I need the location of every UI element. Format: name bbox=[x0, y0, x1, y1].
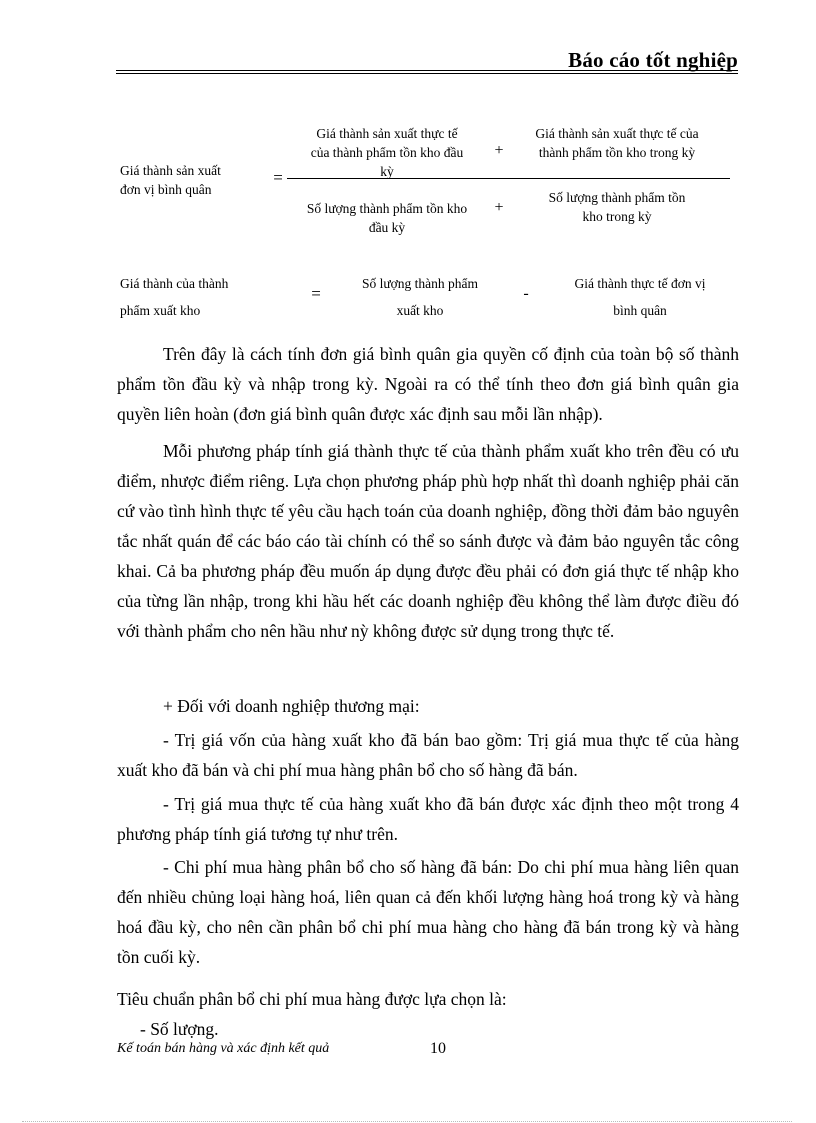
formula1-equals: = bbox=[273, 168, 283, 187]
formula-line-text: Số lượng thành phẩm bbox=[361, 276, 479, 291]
formula2-rhs bbox=[545, 270, 735, 324]
formula-line-text: Giá thành thực tế đơn vị bbox=[574, 276, 706, 291]
formula1-numerator-left bbox=[287, 124, 487, 181]
formula1-plus-top: + bbox=[494, 142, 504, 159]
formula1-lhs-line: Giá thành sản xuất bbox=[120, 163, 221, 178]
formula-line-text: Số lượng thành phẩm tồn bbox=[548, 190, 686, 205]
formula1-fraction-bar bbox=[287, 178, 730, 179]
paragraph-method-comparison: Mỗi phương pháp tính giá thành thực tế của thành phẩm xuất kho trên đều có ưu điểm, nhược điểm riêng. Lựa chọn phương pháp phù hợp nhất thì doanh nghiệp phải căn cứ vào tình hình thực tế yêu cầu hạch toán của doanh nghiệp, đồng thời đảm bảo nguyên tắc nhất quán để các báo cáo tài chính có thể so sánh được và đảm bảo nguyên tắc công khai. Cả ba phương pháp đều muốn áp dụng được đều phải có đơn giá thực tế nhập kho của từng lần nhập, trong khi hầu hết các doanh nghiệp đều không thể làm được điều đó với thành phẩm cho nên hầu như nỳ không được sử dụng trong thực tế. bbox=[117, 441, 739, 641]
formula-line-text: Giá thành của thành bbox=[120, 276, 229, 291]
paragraph-purchase-cost-allocation: - Chi phí mua hàng phân bổ cho số hàng đã bán: Do chi phí mua hàng liên quan đến nhiều chủng loại hàng hoá, liên quan cả đến khối lượng hàng hoá trong kỳ và hàng hoá đầu kỳ, cho nên cần phân bổ chi phí mua hàng cho hàng đã bán trong kỳ và hàng tồn cuối kỳ. bbox=[117, 857, 739, 967]
paragraph-weighted-average: Trên đây là cách tính đơn giá bình quân gia quyền cố định của toàn bộ số thành phẩm tồn đầu kỳ và nhập trong kỳ. Ngoài ra có thể tính theo đơn giá bình quân gia quyền liên hoàn (đơn giá bình quân được xác định sau mỗi lần nhập). bbox=[117, 344, 739, 424]
formula-line-text: phẩm xuất kho bbox=[120, 303, 201, 318]
formula1-lhs bbox=[120, 161, 260, 199]
formula2-equals: = bbox=[311, 284, 321, 303]
formula2-minus: - bbox=[523, 285, 529, 302]
formula1-denominator-left bbox=[287, 199, 487, 237]
formula-line-text: Số lượng thành phẩm tồn kho bbox=[306, 201, 468, 216]
formula-line-text: đầu kỳ bbox=[368, 220, 406, 235]
formula1-numerator-right bbox=[512, 124, 722, 162]
formula-line-text: bình quân bbox=[613, 303, 667, 318]
page-number: 10 bbox=[430, 1040, 446, 1057]
formula-line-text: của thành phẩm tồn kho đầu bbox=[310, 145, 464, 160]
header-rule-top bbox=[116, 70, 738, 71]
paragraph-purchase-value: - Trị giá mua thực tế của hàng xuất kho đã bán được xác định theo một trong 4 phương pháp tính giá tương tự như trên. bbox=[117, 794, 739, 844]
paragraph-commercial-heading: + Đối với doanh nghiệp thương mại: bbox=[163, 696, 420, 716]
list-item-quantity: - Số lượng. bbox=[140, 1019, 219, 1039]
header-rule-bottom bbox=[116, 73, 738, 74]
formula2-lhs bbox=[120, 270, 280, 324]
formula-line-text: kỳ bbox=[380, 164, 394, 179]
formula-line-text: Giá thành sản xuất thực tế bbox=[316, 126, 458, 141]
formula-line-text: thành phẩm tồn kho trong kỳ bbox=[538, 145, 696, 160]
paragraph-allocation-criteria: Tiêu chuẩn phân bổ chi phí mua hàng được lựa chọn là: bbox=[117, 989, 507, 1009]
page-bottom-border bbox=[22, 1121, 792, 1122]
formula-line-text: xuất kho bbox=[396, 303, 444, 318]
paragraph-cost-of-goods-sold: - Trị giá vốn của hàng xuất kho đã bán bao gồm: Trị giá mua thực tế của hàng xuất kho đã bán và chi phí mua hàng phân bổ cho số hàng đã bán. bbox=[117, 730, 739, 780]
formula1-lhs-line: đơn vị bình quân bbox=[120, 182, 212, 197]
formula1-plus-bottom: + bbox=[494, 199, 504, 216]
formula-line-text: kho trong kỳ bbox=[582, 209, 652, 224]
formula2-middle bbox=[340, 270, 500, 324]
formula-line-text: Giá thành sản xuất thực tế của bbox=[535, 126, 699, 141]
formula1-denominator-right bbox=[522, 188, 712, 226]
page-header-title: Báo cáo tốt nghiệp bbox=[568, 48, 738, 72]
footer-document-title: Kế toán bán hàng và xác định kết quả bbox=[117, 1041, 330, 1056]
